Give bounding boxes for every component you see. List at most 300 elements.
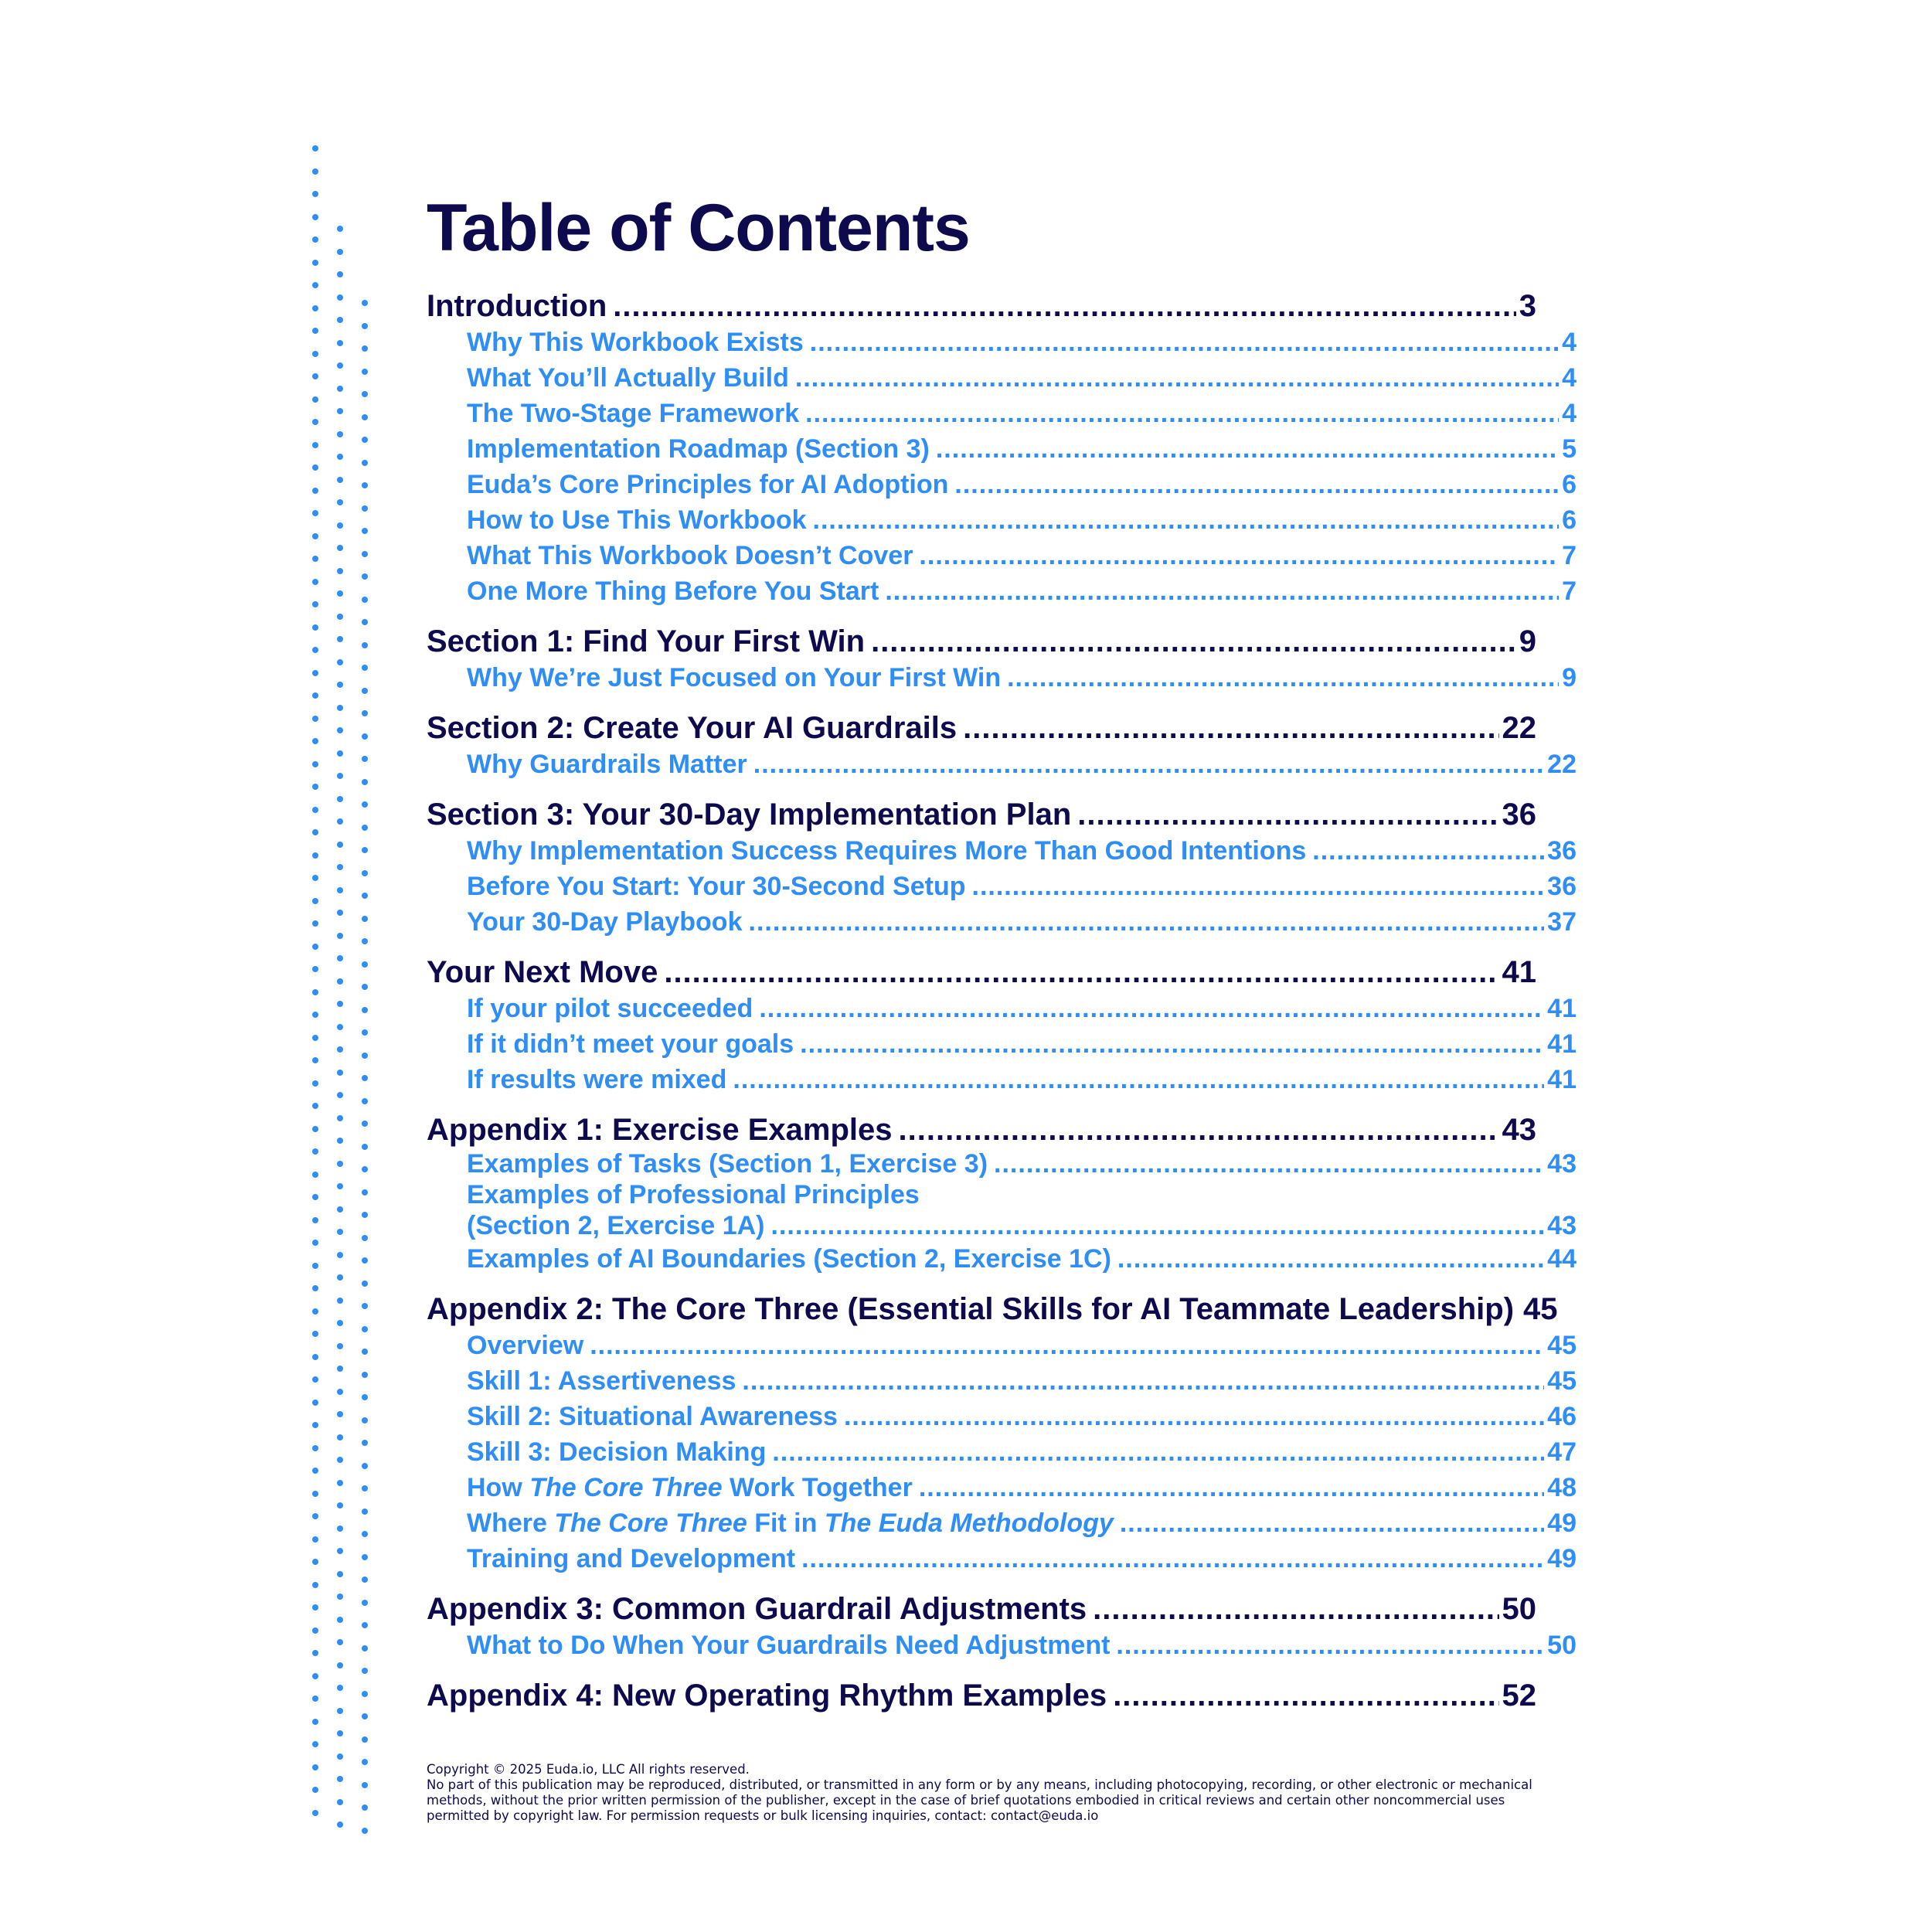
toc-entry-title: What to Do When Your Guardrails Need Adjustment [467,1631,1111,1660]
dot [337,477,343,483]
dot [362,665,368,671]
toc-entry-title: How to Use This Workbook [467,505,807,535]
toc-entry-title: Section 2: Create Your AI Guardrails [427,711,957,745]
dot [362,825,368,831]
dot-leader [800,1026,1544,1062]
toc-entry-implementation-success[interactable] [427,833,1577,869]
dot [337,1685,343,1691]
dot-leader [1120,1505,1544,1541]
dot [312,510,318,516]
dot [312,1650,318,1656]
dot [362,1303,368,1309]
dot [337,1252,343,1258]
toc-entry-overview[interactable] [427,1328,1577,1363]
toc-entry-page: 46 [1547,1402,1577,1431]
dot [337,1594,343,1600]
toc-entry-page: 6 [1562,470,1577,499]
dot [362,1645,368,1651]
dot [337,499,343,505]
dot [337,818,343,825]
dot [337,1046,343,1053]
dot [312,875,318,881]
dot-leader [749,904,1545,940]
dot [312,692,318,699]
toc-entry-title: The Two-Stage Framework [467,399,800,428]
dot [337,1161,343,1167]
toc-entry-page: 4 [1562,363,1577,393]
dot [337,362,343,369]
copyright-footer [427,1762,1536,1824]
dot [337,659,343,665]
toc-entry-page: 50 [1547,1631,1577,1660]
toc-entry-core-three-together[interactable] [427,1470,1577,1505]
toc-entry-page: 6 [1562,505,1577,535]
dot [362,1349,368,1355]
toc-entry-title: Appendix 4: New Operating Rhythm Examples [427,1679,1107,1713]
toc-entry-appendix-1[interactable] [427,1111,1536,1148]
dot [337,1411,343,1417]
toc-entry-page: 43 [1502,1113,1536,1147]
toc-entry-your-next-move[interactable] [427,954,1536,991]
toc-entry-page: 4 [1562,328,1577,357]
dot [362,1075,368,1081]
toc-entry-page: 36 [1502,798,1536,832]
dot [312,1012,318,1018]
dot [362,961,368,968]
dot [337,978,343,985]
dot [362,460,368,466]
dot [312,647,318,653]
dot [362,984,368,990]
toc-entry-section-2[interactable] [427,709,1536,747]
dot [312,601,318,607]
dot [312,145,318,151]
dot-leader [590,1328,1544,1363]
dot-leader [954,467,1559,502]
toc-entry-title: How The Core Three Work Together [467,1473,913,1502]
dot [362,505,368,512]
dot-leader [813,502,1560,538]
dot-leader [771,1210,1545,1241]
toc-entry-page: 41 [1547,1029,1577,1059]
dot [362,391,368,397]
dot [337,1776,343,1782]
toc-entry-why-guardrails-matter[interactable] [427,747,1577,782]
dot-leader [805,396,1559,431]
dot [312,191,318,197]
toc-entry-title: Skill 1: Assertiveness [467,1366,736,1396]
dot [362,1782,368,1788]
toc-entry-page: 22 [1547,750,1577,779]
dot [312,373,318,379]
dot [337,590,343,597]
toc-entry-appendix-2[interactable] [427,1291,1558,1328]
dot [312,920,318,927]
dot [337,1821,343,1828]
dot [362,870,368,876]
toc-entry-one-more-thing[interactable] [427,573,1577,609]
dot [337,522,343,529]
dot-leader [613,287,1515,325]
dot-leader [1007,660,1559,696]
dot [362,1577,368,1583]
dot [337,955,343,961]
toc-entry-core-principles[interactable] [427,467,1577,502]
toc-entry-title: Section 3: Your 30-Day Implementation Plan [427,798,1072,832]
dot [312,761,318,767]
toc-entry-title: Skill 3: Decision Making [467,1437,767,1467]
dot [337,1480,343,1486]
toc-entry-results-mixed[interactable] [427,1062,1577,1097]
toc-entry-page: 4 [1562,399,1577,428]
dot [362,1600,368,1606]
toc-entry-title: Why This Workbook Exists [467,328,804,357]
dot-leader [994,1148,1544,1179]
dot [362,1189,368,1196]
toc-entry-page: 43 [1547,1149,1577,1179]
dot [312,419,318,425]
dot [362,1121,368,1127]
dot-leader [742,1363,1544,1399]
dot [337,1138,343,1144]
copyright-line: Copyright © 2025 Euda.io, LLC All rights reserved. [427,1762,750,1777]
toc-entry-page: 50 [1502,1592,1536,1626]
dot [362,1257,368,1264]
toc-entry-skill-2[interactable] [427,1399,1577,1434]
toc-entry-skill-3[interactable] [427,1434,1577,1470]
toc-entry-why-this-workbook-exists[interactable] [427,325,1577,360]
toc-entry-page: 45 [1547,1366,1577,1396]
toc-entry-guardrails-adjustment[interactable] [427,1628,1577,1663]
dot [362,1212,368,1218]
toc-entry-30-second-setup[interactable] [427,869,1577,904]
dot-leader [795,360,1559,396]
toc-entry-two-stage-framework[interactable] [427,396,1577,431]
dot [337,887,343,893]
dot [312,260,318,266]
toc-entry-title: Introduction [427,289,607,323]
dot [337,386,343,392]
dot [312,1536,318,1543]
dot [312,1582,318,1588]
dot [362,756,368,762]
toc-entry-ai-boundaries[interactable] [427,1241,1577,1277]
toc-entry-title: Euda’s Core Principles for AI Adoption [467,470,949,499]
dot-leader [871,623,1516,660]
dot [312,716,318,722]
dot [312,1057,318,1063]
toc-entry-title: (Section 2, Exercise 1A) [467,1211,765,1240]
toc-entry-title: Examples of AI Boundaries (Section 2, Exercise 1C) [467,1244,1111,1274]
dot [312,1673,318,1679]
dot [312,305,318,311]
dot [337,1343,343,1349]
toc-entry-title: Implementation Roadmap (Section 3) [467,434,930,464]
dot [312,1400,318,1406]
dot [337,454,343,460]
dot [337,431,343,437]
toc-entry-page: 3 [1519,289,1536,323]
dot [362,1326,368,1332]
dot [312,1559,318,1565]
dot [312,168,318,175]
dot [312,488,318,494]
dot [337,636,343,642]
dot [362,1394,368,1400]
dot [337,864,343,870]
dot [362,1804,368,1811]
dot [337,705,343,711]
dot [362,528,368,534]
dot [337,1024,343,1030]
dot [312,1445,318,1451]
toc-entry-title: If your pilot succeeded [467,994,753,1023]
toc-entry-core-three-fit[interactable] [427,1505,1577,1541]
dot [337,614,343,620]
dot-leader [1312,833,1544,869]
toc-entry-first-win-focus[interactable] [427,660,1577,696]
dot [337,910,343,916]
dot-leader [1113,1677,1498,1714]
toc-entry-appendix-3[interactable] [427,1590,1536,1628]
dot [337,294,343,301]
dot [362,801,368,808]
toc-entry-title-line1: Examples of Professional Principles [467,1180,920,1209]
dot-leader [801,1541,1544,1577]
toc-entry-title: Your 30-Day Playbook [467,907,743,937]
dot [312,807,318,813]
dot [337,1639,343,1645]
dot-leader [936,431,1559,467]
dot [312,533,318,539]
dot [337,1115,343,1121]
dot [337,1708,343,1714]
dot [337,271,343,277]
dot [312,328,318,334]
toc-entry-doesnt-cover[interactable] [427,538,1577,573]
dot [362,573,368,580]
dot-leader [759,991,1544,1026]
dot-leader [733,1062,1544,1097]
dot [337,1001,343,1007]
dot [312,829,318,835]
dot [312,1491,318,1497]
dot [312,1787,318,1793]
dot [312,556,318,562]
dot [337,1320,343,1326]
toc-entry-title: Your Next Move [427,955,658,989]
dot [362,345,368,352]
dot [362,551,368,557]
toc-entry-professional-principles[interactable] [427,1179,1577,1241]
toc-entry-title: Appendix 1: Exercise Examples [427,1113,893,1147]
dot [362,710,368,716]
dot [362,1281,368,1287]
dot [312,464,318,471]
dot [337,249,343,255]
dot [362,916,368,922]
dot [362,1007,368,1013]
dot [337,773,343,779]
page-title: Table of Contents [427,191,970,265]
dot [337,568,343,574]
dot [362,1029,368,1036]
dot-leader [972,869,1545,904]
dot [312,1741,318,1747]
copyright-notice: No part of this publication may be reproduced, distributed, or transmitted in any form or by any means, including photocopying, recording, or other electronic or mechanical methods, without the prior written permission of the publisher, except in the case of brief quotations embodied in critical reviews and certain other noncommercial uses permitted by copyright law. For permission requests or bulk licensing inquiries, contact: contact@euda.io [427,1777,1532,1823]
dot [362,1144,368,1150]
toc-entry-page: 41 [1547,1065,1577,1094]
toc-entry-title: Examples of Tasks (Section 1, Exercise 3) [467,1149,988,1179]
toc-entry-page: 49 [1547,1544,1577,1573]
dot [337,1662,343,1668]
toc-entry-what-youll-actually-build[interactable] [427,360,1577,396]
dot [362,300,368,306]
dot [362,1440,368,1446]
toc-entry-pilot-succeeded[interactable] [427,991,1577,1026]
dot [362,1463,368,1469]
dot [362,369,368,375]
dot-leader [1093,1590,1498,1628]
dot [362,1622,368,1628]
toc-entry-introduction[interactable] [427,287,1536,325]
dot-leader [664,954,1498,991]
toc-entry-didnt-meet-goals[interactable] [427,1026,1577,1062]
toc-entry-page: 45 [1523,1292,1558,1326]
dot [312,1308,318,1315]
dot [337,933,343,939]
dot [362,847,368,853]
toc-entry-title: Section 1: Find Your First Win [427,624,866,658]
dot [312,1604,318,1611]
toc-entry-page: 44 [1547,1244,1577,1274]
toc-entry-how-to-use[interactable] [427,502,1577,538]
toc-entry-page: 47 [1547,1437,1577,1467]
dot [337,1799,343,1805]
dot [337,1206,343,1213]
dot [362,1759,368,1765]
toc-entry-implementation-roadmap[interactable] [427,431,1577,467]
dot [362,1509,368,1515]
toc-entry-page: 36 [1547,872,1577,901]
dot [312,1103,318,1109]
dot [362,1713,368,1719]
dot [337,1434,343,1440]
toc-entry-skill-1[interactable] [427,1363,1577,1399]
toc-entry-30-day-playbook[interactable] [427,904,1577,940]
dot [337,340,343,346]
dot [312,1422,318,1428]
dot [362,1531,368,1537]
dot [362,323,368,329]
dot-leader [844,1399,1544,1434]
toc-entry-title: Why We’re Just Focused on Your First Win [467,663,1002,692]
dot [337,750,343,757]
dot [362,437,368,443]
dot [362,597,368,603]
dot [337,727,343,733]
toc-entry-appendix-4[interactable] [427,1677,1536,1714]
dot [337,1617,343,1623]
toc-entry-training-development[interactable] [427,1541,1577,1577]
dot [312,1035,318,1041]
toc-entry-page: 7 [1562,577,1577,606]
toc-entry-page: 9 [1519,624,1536,658]
dot [362,1828,368,1834]
dot [312,1080,318,1087]
dot [312,442,318,448]
dot-leader [810,325,1559,360]
dot [312,1263,318,1269]
toc-entry-page: 5 [1562,434,1577,464]
toc-entry-section-1[interactable] [427,623,1536,660]
dot [337,1229,343,1235]
dot [337,1298,343,1304]
dot-leader [899,1111,1499,1148]
toc-entry-section-3[interactable] [427,796,1536,833]
dot [312,966,318,972]
toc-entry-title: Appendix 2: The Core Three (Essential Skills for AI Teammate Leadership) [427,1292,1515,1326]
dot [337,682,343,688]
dot [362,1235,368,1241]
toc-entry-title: Before You Start: Your 30-Second Setup [467,872,966,901]
dot-leader [919,1470,1544,1505]
toc-entry-page: 43 [1547,1211,1577,1240]
dot [362,1691,368,1697]
dot [312,1513,318,1519]
dot [312,1285,318,1291]
dot [337,1389,343,1395]
dot [312,1719,318,1725]
toc-entry-title: If results were mixed [467,1065,727,1094]
dot-leader [1077,796,1498,833]
dot [337,408,343,414]
dot-leader [885,573,1559,609]
dot [362,733,368,740]
dot [312,282,318,288]
dot [337,842,343,848]
dot [312,1172,318,1178]
dot [312,1148,318,1155]
toc-entry-title: Where The Core Three Fit in The Euda Methodology [467,1509,1114,1538]
toc-entry-page: 52 [1502,1679,1536,1713]
toc-entry-page: 48 [1547,1473,1577,1502]
decorative-dot-pattern [309,139,379,1855]
dot [312,1696,318,1702]
dot [312,1376,318,1383]
dot [312,236,318,243]
dot [362,1554,368,1560]
toc-entry-title: Overview [467,1331,584,1360]
dot [362,619,368,625]
dot [362,482,368,488]
toc-entry-title: Why Guardrails Matter [467,750,747,779]
dot [312,1810,318,1816]
toc-entry-title: What This Workbook Doesn’t Cover [467,541,913,570]
dot [362,938,368,944]
dot [337,1183,343,1189]
dot [337,545,343,551]
toc-page [427,185,1577,1714]
toc-entry-title: One More Thing Before You Start [467,577,879,606]
dot-leader [1116,1628,1544,1663]
dot [362,1166,368,1172]
toc-entry-examples-of-tasks[interactable] [427,1148,1577,1179]
dot [312,898,318,904]
dot [362,893,368,899]
dot [312,1354,318,1360]
dot [312,1331,318,1337]
